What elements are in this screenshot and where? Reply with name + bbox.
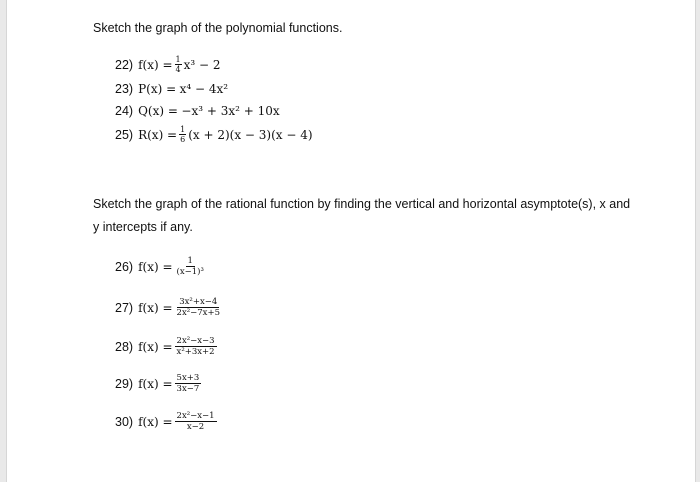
numerator: 2x²−x−1 <box>176 411 215 421</box>
section-heading-polynomial: Sketch the graph of the polynomial functions. <box>93 21 343 35</box>
problem-27 <box>115 297 224 318</box>
problem-28 <box>115 336 219 357</box>
rational-fraction <box>175 373 202 394</box>
problem-23 <box>115 82 228 96</box>
fraction-denominator: 6 <box>180 135 186 144</box>
rational-fraction <box>175 336 217 357</box>
expression: (x + 2)(x − 3)(x − 4) <box>188 127 313 142</box>
function-name: f(x) = <box>138 414 173 429</box>
denominator: 3x−7 <box>176 384 200 394</box>
rational-fraction <box>175 256 206 277</box>
function-name: f(x) = <box>138 300 173 315</box>
problem-number: 23) <box>115 82 134 96</box>
denominator: 2x²−7x+5 <box>176 308 220 318</box>
problem-number: 30) <box>115 414 134 429</box>
numerator: 1 <box>187 256 193 266</box>
problem-number: 24) <box>115 104 134 118</box>
problem-30 <box>115 411 219 432</box>
denominator: x²+3x+2 <box>176 347 215 357</box>
function-name: P(x) = <box>138 82 177 96</box>
rational-fraction <box>175 297 222 318</box>
problem-number: 28) <box>115 339 134 354</box>
function-name: f(x) = <box>138 376 173 391</box>
numerator: 2x²−x−3 <box>176 336 215 346</box>
coefficient-fraction <box>179 125 186 144</box>
problem-24 <box>115 104 280 118</box>
denominator: x−2 <box>186 422 205 432</box>
fraction-numerator: 1 <box>180 125 186 134</box>
fraction-numerator: 1 <box>175 55 181 64</box>
document-page <box>6 0 696 482</box>
problem-26 <box>115 256 208 277</box>
fraction-denominator: 4 <box>175 65 181 74</box>
function-name: f(x) = <box>138 259 173 274</box>
problem-number: 25) <box>115 127 134 142</box>
section-heading-rational: Sketch the graph of the rational function by finding the vertical and horizontal asymptote(s), x and y intercepts if any. <box>93 197 631 234</box>
problem-25 <box>115 125 313 144</box>
expression: x⁴ − 4x² <box>179 82 229 96</box>
expression: x³ − 2 <box>183 57 221 72</box>
function-name: f(x) = <box>138 339 173 354</box>
numerator: 3x²+x−4 <box>179 297 218 307</box>
problem-number: 27) <box>115 300 134 315</box>
problem-number: 22) <box>115 57 134 72</box>
function-name: Q(x) = <box>138 104 178 118</box>
function-name: f(x) = <box>138 57 173 72</box>
rational-fraction <box>175 411 217 432</box>
problem-number: 26) <box>115 259 134 274</box>
function-name: R(x) = <box>138 127 178 142</box>
coefficient-fraction <box>175 55 182 74</box>
problem-29 <box>115 373 203 394</box>
expression: −x³ + 3x² + 10x <box>181 104 280 118</box>
numerator: 5x+3 <box>176 373 200 383</box>
denominator: (x−1)³ <box>176 267 204 277</box>
problem-number: 29) <box>115 376 134 391</box>
problem-22 <box>115 55 221 74</box>
